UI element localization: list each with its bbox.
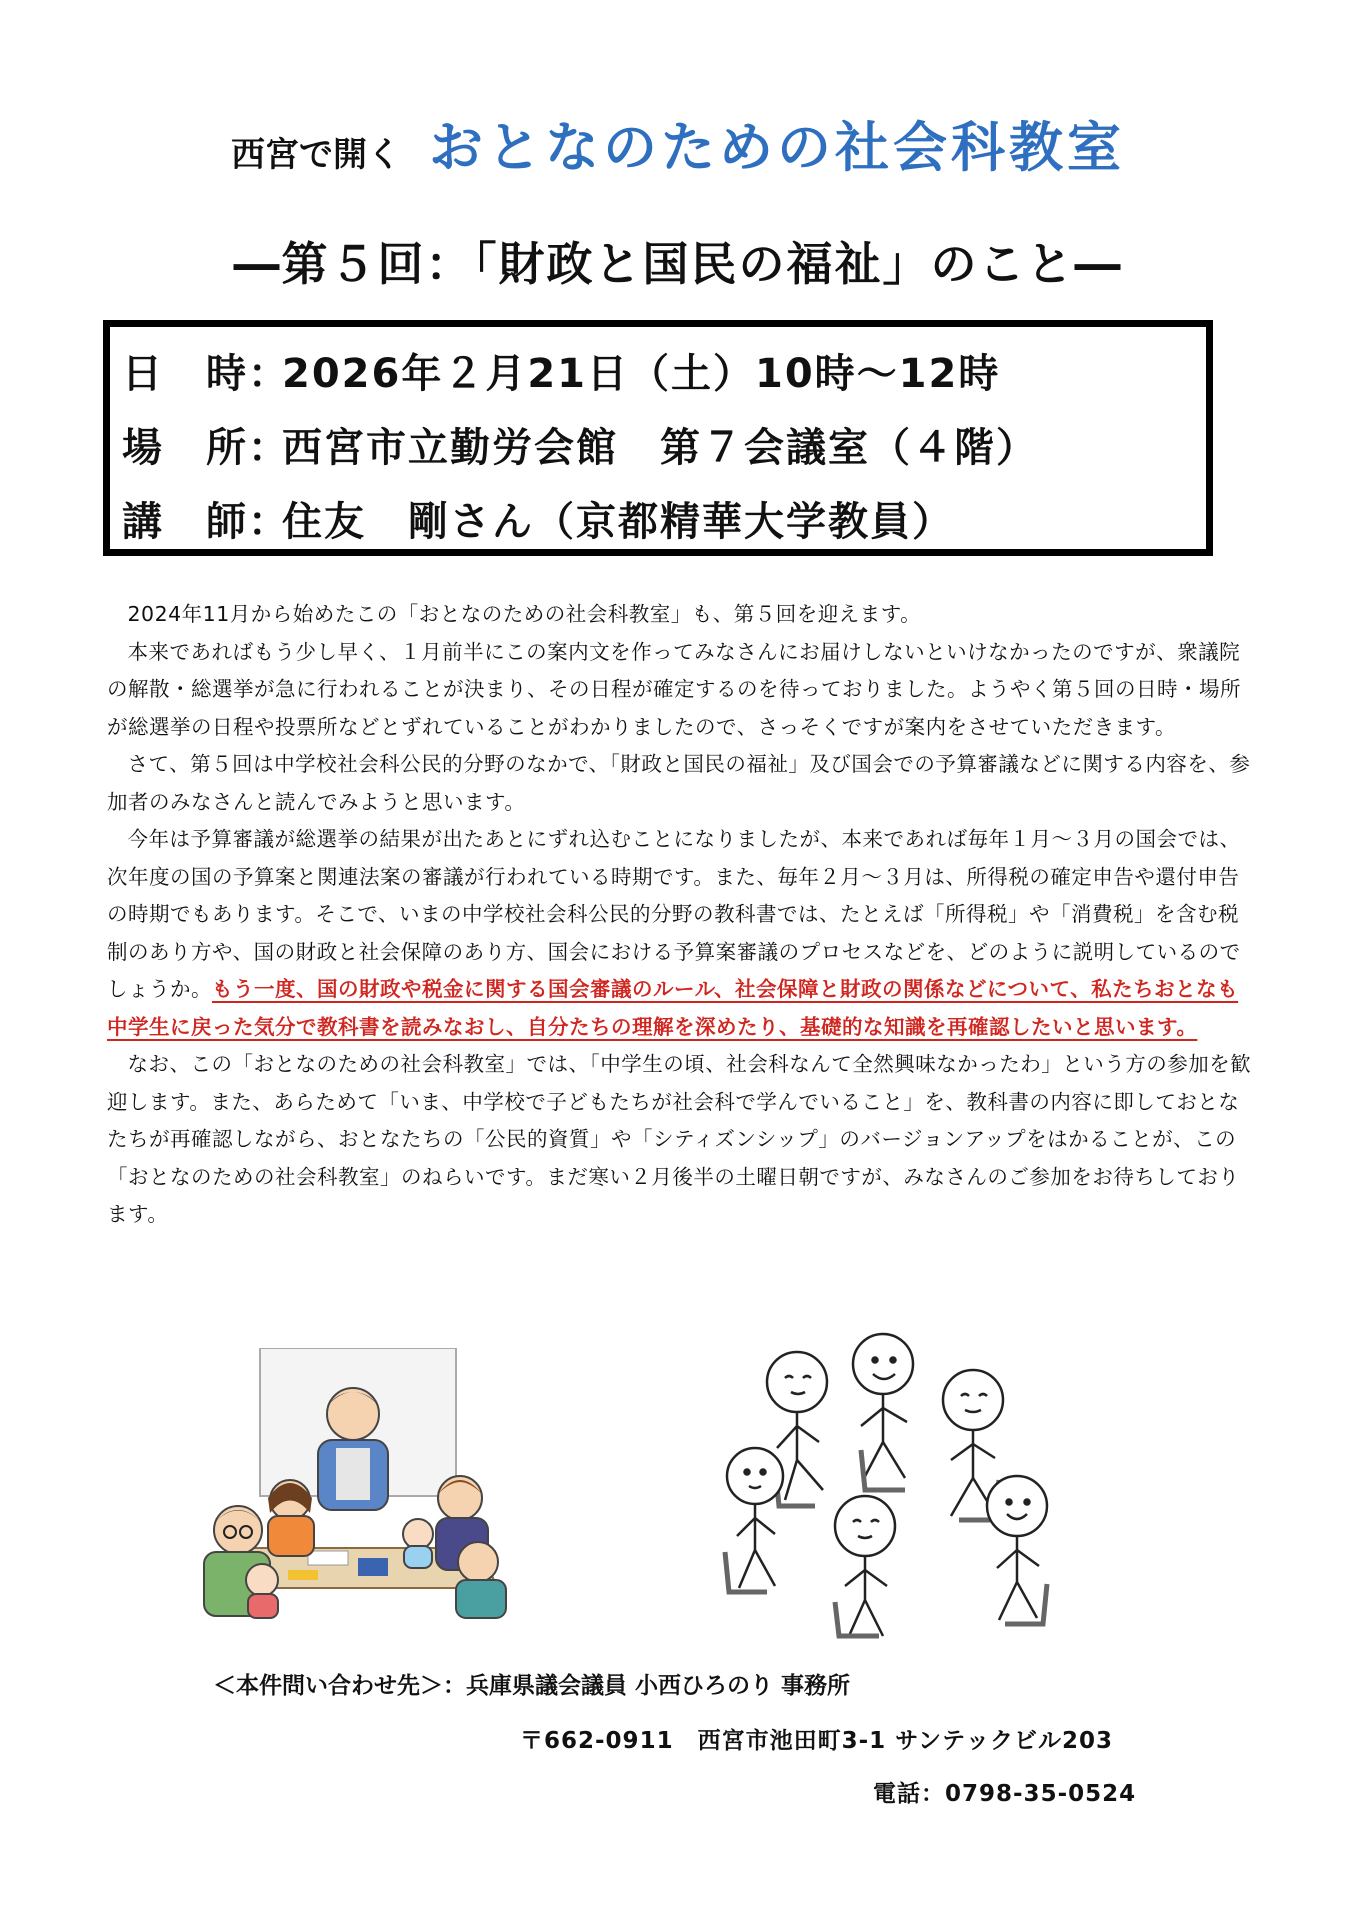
place-label: 場 所： [122,425,290,471]
subtitle: ―第５回：「財政と国民の福祉」のこと― [233,237,1123,291]
discussion-circle-illustration [715,1330,1065,1640]
contact-heading: ＜本件問い合わせ先＞：兵庫県議会議員 小西ひろのり 事務所 [213,1673,851,1699]
paragraph-3: さて、第５回は中学校社会科公民的分野のなかで、「財政と国民の福祉」及び国会での予算審議などに関する内容を、参加者のみなさんと読んでみようと思います。 [107,752,1251,814]
group-study-illustration [198,1348,518,1620]
paragraph-1: 2024年11月から始めたこの「おとなのための社会科教室」も、第５回を迎えます。 [127,602,922,626]
title-prefix: 西宮で開く [231,135,401,175]
date-value: 2026年２月21日（土）10時～12時 [282,351,1001,397]
lecturer-line [122,485,1206,559]
lecturer-label: 講 師： [122,499,290,545]
date-line [122,337,1206,411]
highlighted-text: もう一度、国の財政や税金に関する国会審議のルール、社会保障と財政の関係などについて、私たちおとなも中学生に戻った気分で教科書を読みなおし、自分たちの理解を深めたり、基礎的な知識を再確認したいと思います。 [107,977,1239,1039]
paragraph-4-text: 今年は予算審議が総選挙の結果が出たあとにずれ込むことになりましたが、本来であれば毎年１月～３月の国会では、次年度の国の予算案と関連法案の審議が行われている時期です。また、毎年２月～３月は、所得税の確定申告や還付申告の時期でもあります。そこで、いまの中学校社会科公民的分野の教科書では、たとえば「所得税」や「消費税」を含む税制のあり方や、国の財政と社会保障のあり方、国会における予算案審議のプロセスなどを、どのように説明しているのでしょうか。 [107,827,1241,1001]
body-text [107,596,1257,1234]
paragraph-5: なお、この「おとなのための社会科教室」では、「中学生の頃、社会科なんて全然興味なかったわ」という方の参加を歓迎します。また、あらためて「いま、中学校で子どもたちが社会科で学んでいること」を、教科書の内容に即しておとなたちが再確認しながら、おとなたちの「公民的資質」や「シティズンシップ」のバージョンアップをはかることが、この「おとなのための社会科教室」のねらいです。まだ寒い２月後半の土曜日朝ですが、みなさんのご参加をお待ちしております。 [107,1052,1252,1226]
place-line [122,411,1206,485]
contact-phone: 電話：0798-35-0524 [873,1781,1137,1807]
contact-address: 〒662-0911 西宮市池田町3-1 サンテックビル203 [520,1728,1113,1754]
place-value: 西宮市立勤労会館 第７会議室（４階） [282,425,1038,471]
paragraph-2: 本来であればもう少し早く、１月前半にこの案内文を作ってみなさんにお届けしないといけなかったのですが、衆議院の解散・総選挙が急に行われることが決まり、その日程が確定するのを待っておりました。ようやく第５回の日時・場所が総選挙の日程や投票所などとずれていることがわかりましたので、さっそくですが案内をさせていただきます。 [107,639,1241,739]
lecturer-value: 住友 剛さん（京都精華大学教員） [282,499,954,545]
event-info-box [103,320,1213,556]
title-row [0,105,1356,182]
page-title: おとなのための社会科教室 [429,116,1125,179]
paragraph-4 [107,821,1257,1046]
date-label: 日 時： [122,351,290,397]
